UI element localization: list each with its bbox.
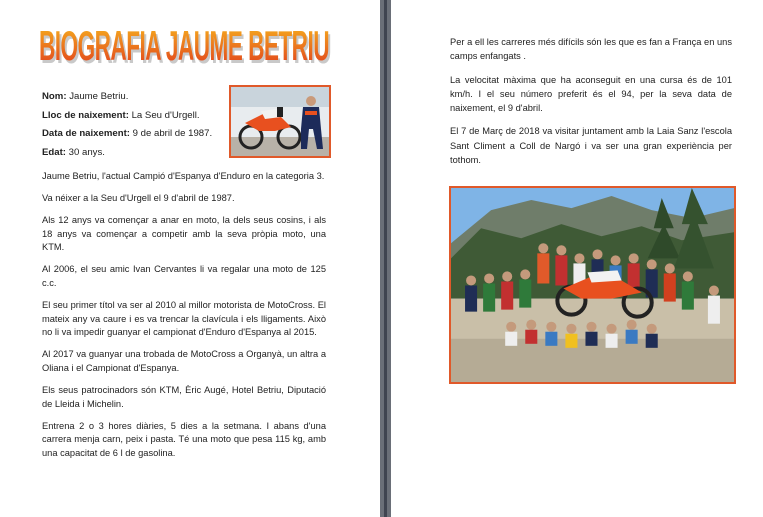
paragraph: La velocitat màxima que ha aconseguit en una cursa és de 101 km/h. I el seu número preferit és el 94, per la seva data de naixement, el 9 d'abril. bbox=[450, 74, 732, 114]
paragraph: Entrena 2 o 3 hores diàries, 5 dies a la setmana. I abans d'una carrera menja carn, peix i pasta. Té una moto que pesa 115 kg, amb una capacitat de 6 l de gasolina. bbox=[42, 420, 326, 458]
page-title bbox=[38, 14, 333, 76]
meta-age: Edat: 30 anys. bbox=[42, 146, 105, 158]
rider-photo bbox=[229, 85, 331, 158]
paragraph: Al 2017 va guanyar una trobada de MotoCross a Organyà, un altra a Oliana i el Campionat d'Espanya. bbox=[42, 349, 326, 374]
meta-birthplace: Lloc de naixement: La Seu d'Urgell. bbox=[42, 109, 200, 121]
bio-meta bbox=[42, 88, 232, 162]
paragraph: Jaume Betriu, l'actual Campió d'Espanya d'Enduro en la categoria 3. bbox=[42, 171, 325, 181]
right-body-text bbox=[450, 35, 732, 176]
paragraph: Va néixer a la Seu d'Urgell el 9 d'abril de 1987. bbox=[42, 193, 235, 204]
title-shadow: BIOGRAFIA JAUME BETRIU bbox=[41, 25, 331, 72]
paragraph: El 7 de Març de 2018 va visitar juntament amb la Laia Sanz l'escola Sant Climent a Coll de Nargó i va ser una gran experiència per tothom. bbox=[450, 126, 732, 166]
meta-birthdate: Data de naixement: 9 de abril de 1987. bbox=[42, 128, 213, 139]
meta-name: Nom: Jaume Betriu. bbox=[42, 91, 129, 102]
paragraph: El seu primer títol va ser al 2010 al millor motorista de MotoCross. El mateix any va caure i es va trencar la clavícula i els lligaments. Això no li va impedir guanyar el campionat d'Enduro d'Espanya al 2015. bbox=[42, 300, 326, 338]
title-text: BIOGRAFIA JAUME BETRIU bbox=[39, 22, 329, 69]
group-photo bbox=[449, 186, 736, 384]
paragraph: Als 12 anys va començar a anar en moto, la dels seus cosins, i als 18 anys va començar a competir amb la seva pròpia moto, una KTM. bbox=[42, 215, 326, 253]
paragraph: Per a ell les carreres més difícils són les que es fan a França en uns camps enfangats . bbox=[450, 37, 732, 62]
left-body-text bbox=[42, 170, 326, 469]
page-gutter bbox=[380, 0, 391, 517]
paragraph: Al 2006, el seu amic Ivan Cervantes li va regalar una moto de 125 c.c. bbox=[42, 264, 326, 289]
paragraph: Els seus patrocinadors són KTM, Èric Augé, Hotel Betriu, Diputació de Lleida i Michelin. bbox=[42, 385, 326, 409]
